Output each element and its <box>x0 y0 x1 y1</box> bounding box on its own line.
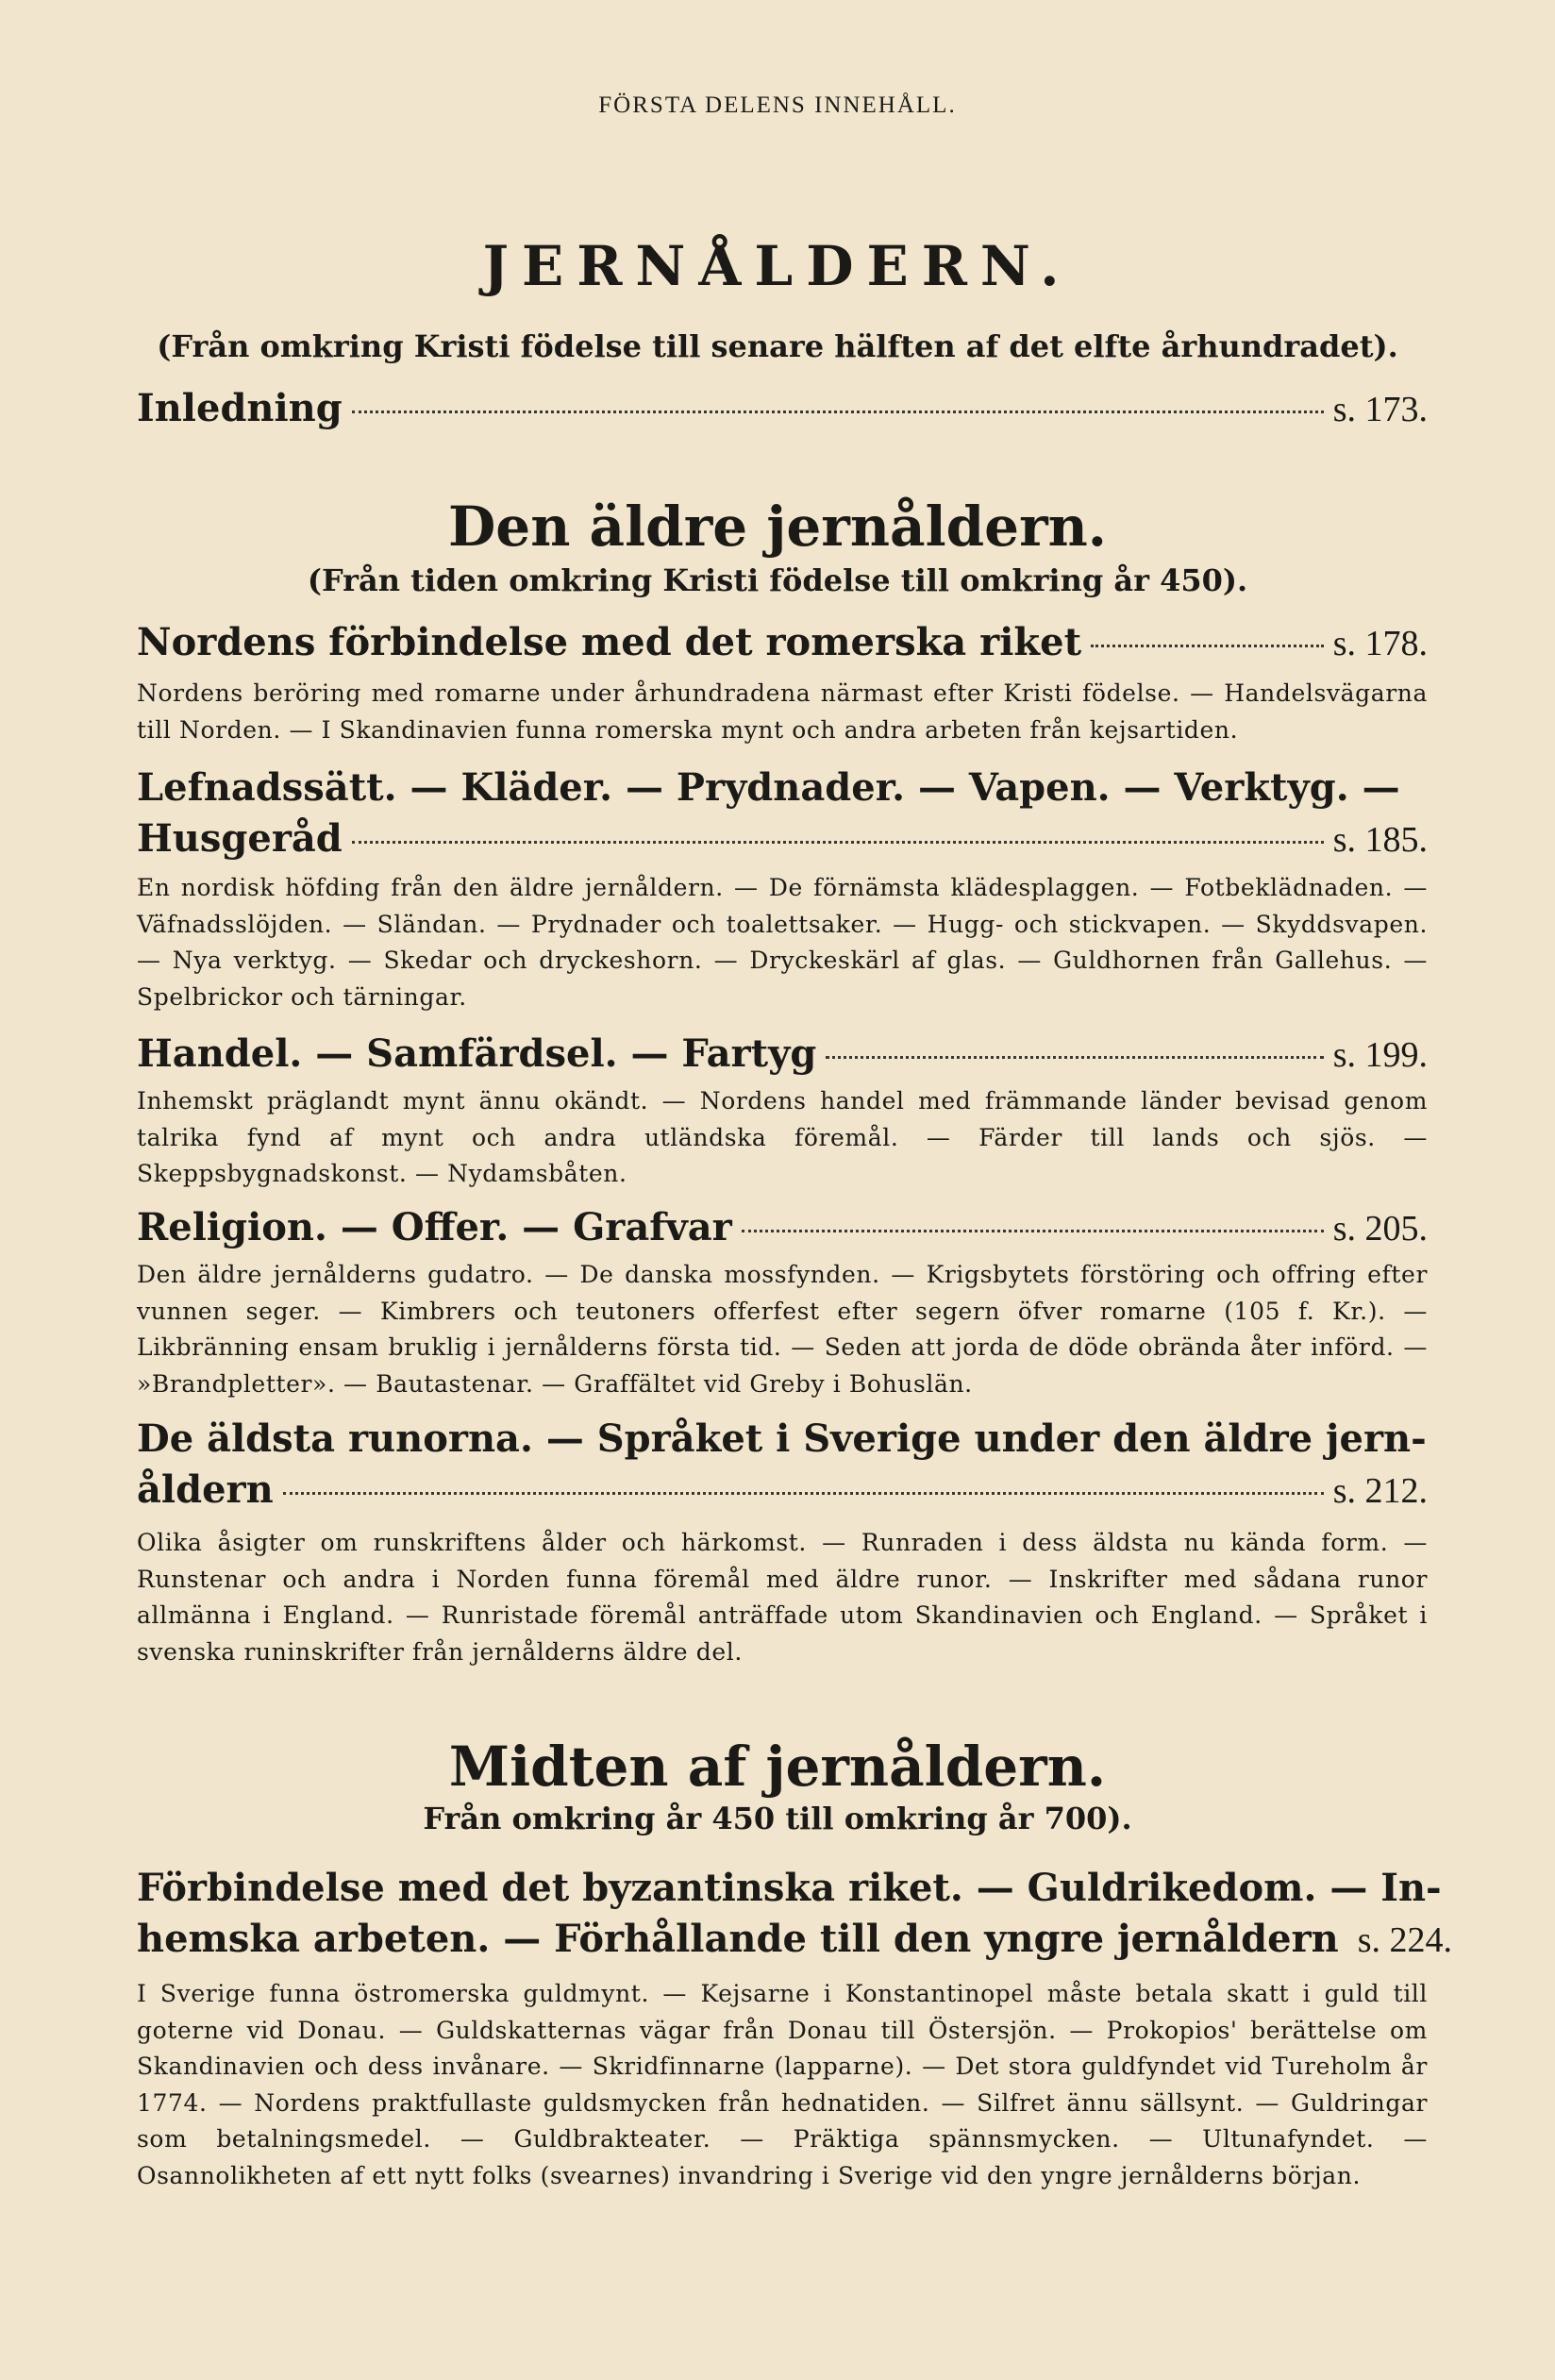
entry-title: Inledning <box>137 386 343 430</box>
section-subtitle: (Från tiden omkring Kristi födelse till omkring år 450). <box>307 562 1248 598</box>
running-head: FÖRSTA DELENS INNEHÅLL. <box>598 92 957 118</box>
page-number: s. 224. <box>1357 1920 1453 1960</box>
entry-title-line1: Förbindelse med det byzantinska riket. — Guldrikedom. — In- <box>137 1866 1442 1910</box>
dot-leader <box>742 1230 1324 1232</box>
toc-entry[interactable] <box>137 1414 1428 1517</box>
entry-title: Religion. — Offer. — Grafvar <box>137 1205 732 1249</box>
dot-leader <box>352 411 1324 413</box>
entry-description: I Sverige funna östromerska guldmynt. — Kejsarne i Konstantinopel måste betala skatt i guld till goterne vid Donau. — Guldskatternas vägar från Donau till Östersjön. — Prokopios' berättelse om Skandinavien och dess invånare. — Skridfinnarne (lapparne). — Det stora guldfyndet vid Tureholm år 1774. — Nordens praktfullaste guldsmycken från hednatiden. — Silfret ännu sällsynt. — Guldringar som betalningsmedel. — Guldbrakteater. — Präktiga spännsmycken. — Ultunafyndet. — Osannolikheten af ett nytt folks (svearnes) invandring i Sverige vid den yngre jernålderns början. <box>137 1980 1428 2189</box>
toc-entry[interactable] <box>137 1863 1453 1966</box>
section-title-middle-iron-age: Midten af jernåldern. <box>448 1735 1107 1799</box>
entry-title-line2: hemska arbeten. — Förhållande till den yngre jernåldern <box>137 1917 1339 1961</box>
entry-description: Nordens beröring med romarne under århundradena närmast efter Kristi födelse. — Handelsvägarna till Norden. — I Skandinavien funna romerska mynt och andra arbeten från kejsartiden. <box>137 679 1428 744</box>
page-number: s. 199. <box>1332 1035 1428 1075</box>
entry-title: Handel. — Samfärdsel. — Fartyg <box>137 1031 817 1076</box>
entry-title-line2: Husgeråd <box>137 816 343 861</box>
main-subtitle: (Från omkring Kristi födelse till senare hälften af det elfte århundradet). <box>157 328 1398 364</box>
dot-leader <box>352 841 1324 844</box>
entry-title: Nordens förbindelse med det romerska riket <box>137 620 1082 664</box>
entry-title-line1: Lefnadssätt. — Kläder. — Prydnader. — Vapen. — Verktyg. — <box>137 765 1400 810</box>
section-subtitle: Från omkring år 450 till omkring år 700). <box>423 1801 1132 1836</box>
section-title-older-iron-age: Den äldre jernåldern. <box>448 494 1107 559</box>
page-number: s. 173. <box>1332 390 1428 429</box>
entry-description: Inhemskt präglandt mynt ännu okändt. — Nordens handel med främmande länder bevisad genom talrika fynd af mynt och andra utländska föremål. — Färder till lands och sjös. — Skeppsbygnadskonst. — Nydamsbåten. <box>137 1087 1428 1187</box>
entry-title-line1: De äldsta runorna. — Språket i Sverige under den äldre jern- <box>137 1416 1427 1461</box>
dot-leader <box>826 1056 1323 1059</box>
entry-description: Den äldre jernålderns gudatro. — De danska mossfynden. — Krigsbytets förstöring och offring efter vunnen seger. — Kimbrers och teutoners offerfest efter segern öfver romarne (105 f. Kr.). — Likbränning ensam bruklig i jernålderns första tid. — Seden att jorda de döde obrända åter införd. — »Brandpletter». — Bautastenar. — Graffältet vid Greby i Bohuslän. <box>137 1261 1428 1398</box>
entry-description: En nordisk höfding från den äldre jernåldern. — De förnämsta klädesplaggen. — Fotbeklädnaden. — Väfnadsslöjden. — Sländan. — Prydnader och toalettsaker. — Hugg- och stickvapen. — Skyddsvapen. — Nya verktyg. — Skedar och dryckeshorn. — Dryckeskärl af glas. — Guldhornen från Gallehus. — Spelbrickor och tärningar. <box>137 874 1428 1011</box>
page-number: s. 212. <box>1332 1471 1428 1511</box>
toc-entry[interactable] <box>137 617 1428 669</box>
page-number: s. 205. <box>1332 1209 1428 1249</box>
entry-description: Olika åsigter om runskriftens ålder och härkomst. — Runraden i dess äldsta nu kända form. — Runstenar och andra i Norden funna föremål med äldre runor. — Inskrifter med sådana runor allmänna i England. — Runristade föremål anträffade utom Skandinavien och England. — Språket i svenska runinskrifter från jernålderns äldre del. <box>137 1529 1428 1666</box>
page-number: s. 185. <box>1332 820 1428 860</box>
toc-entry[interactable] <box>137 763 1428 865</box>
entry-title-line2: åldern <box>137 1467 274 1512</box>
toc-entry-intro[interactable] <box>137 383 1428 435</box>
dot-leader <box>283 1492 1324 1495</box>
dot-leader <box>1091 645 1324 647</box>
toc-entry[interactable] <box>137 1202 1428 1254</box>
page-number: s. 178. <box>1332 624 1428 663</box>
toc-entry[interactable] <box>137 1029 1428 1081</box>
main-title: JERNÅLDERN. <box>482 234 1073 298</box>
